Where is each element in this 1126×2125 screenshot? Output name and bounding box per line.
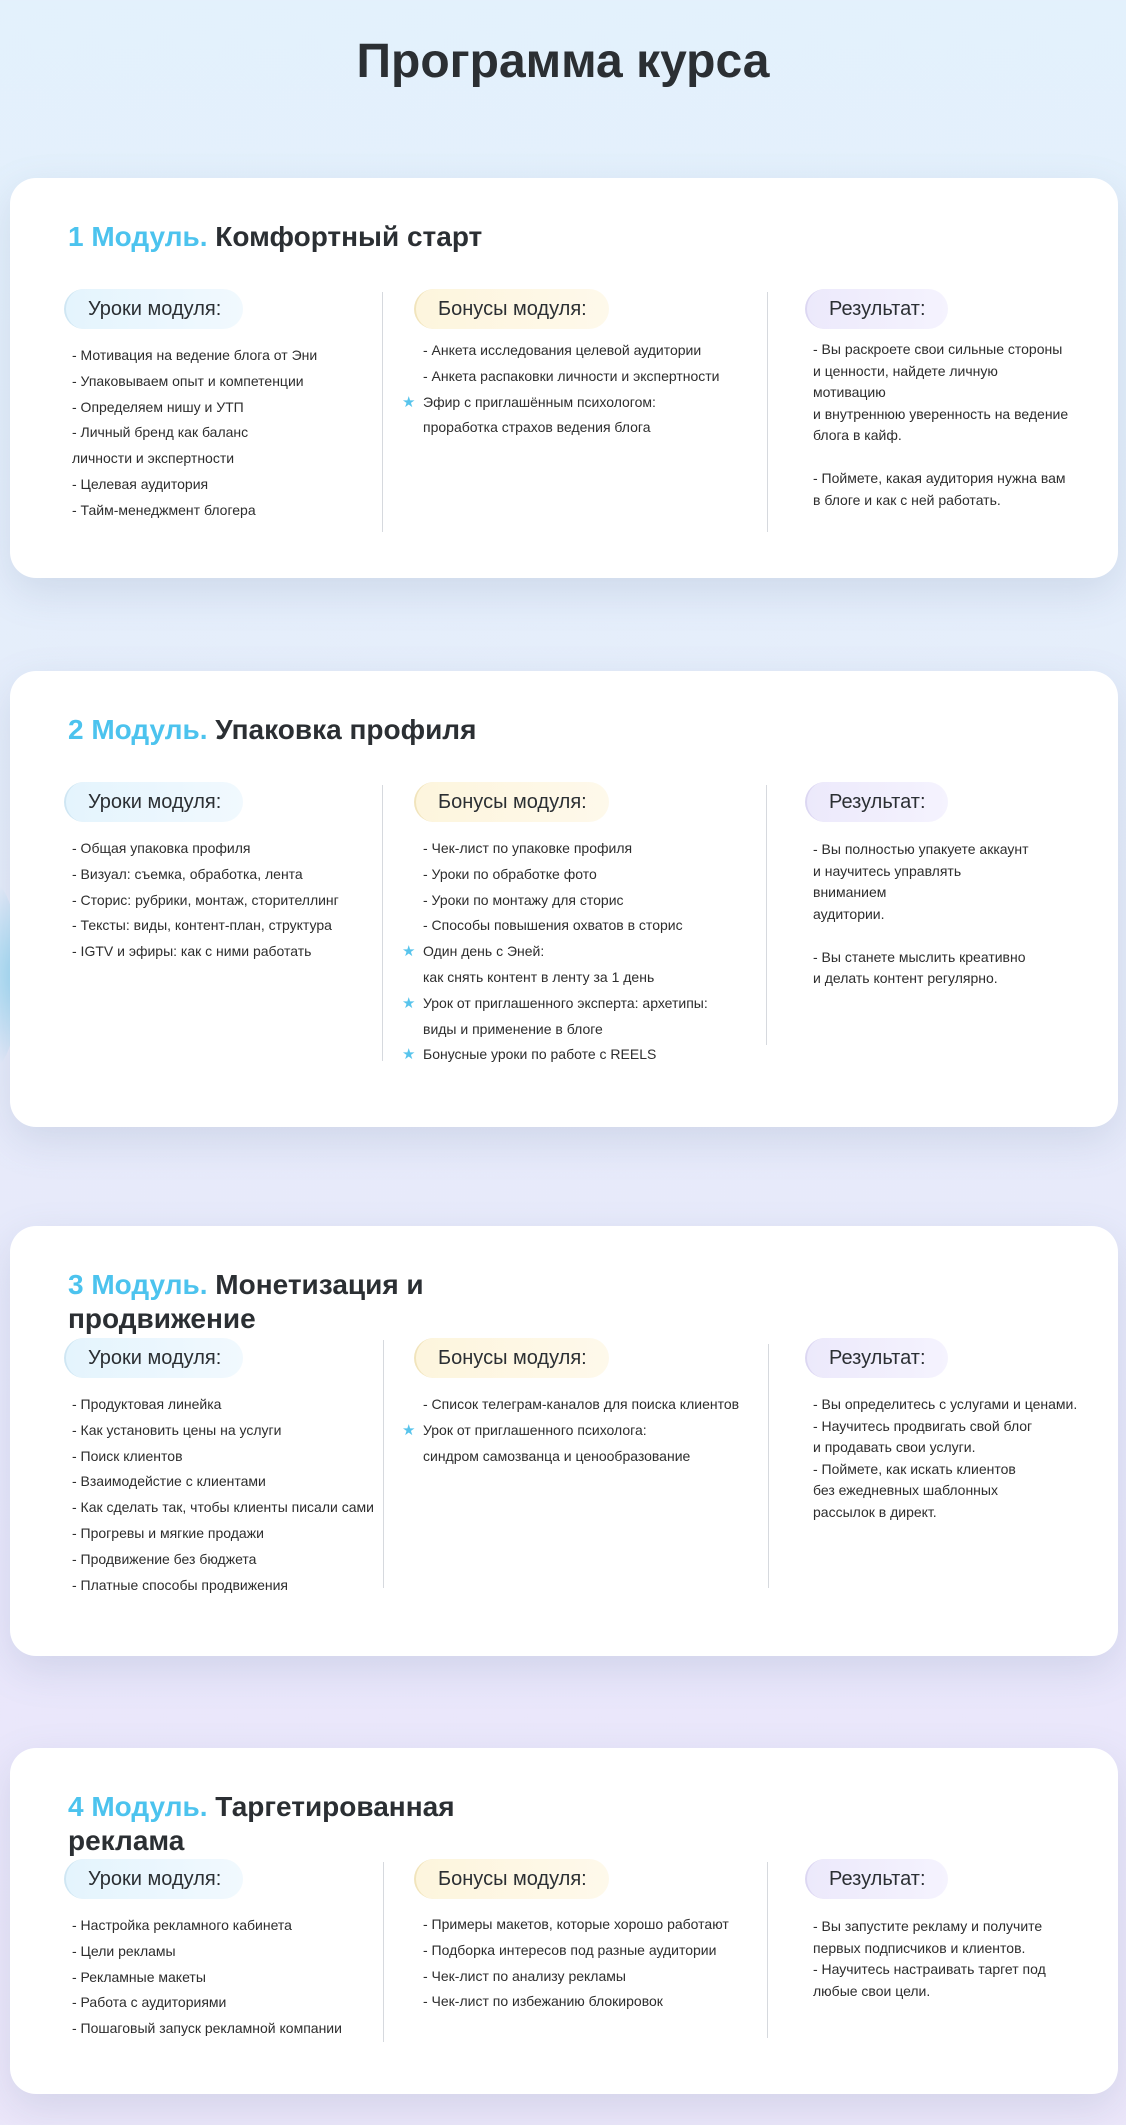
column-divider	[382, 292, 383, 532]
bonus-item: - Примеры макетов, которые хорошо работают	[423, 1916, 729, 1932]
lesson-item: личности и экспертности	[72, 450, 235, 467]
bonus-item: как снять контент в ленту за 1 день	[423, 968, 655, 985]
bonus-item: - Способы повышения охватов в сторис	[423, 917, 683, 934]
module-number: 2 Модуль.	[68, 714, 208, 745]
bonus-item: ★ Один день с Эней:	[423, 939, 763, 965]
bonuses-list	[402, 1392, 763, 1469]
star-icon: ★	[402, 994, 416, 1012]
bonus-item: - Уроки по монтажу для сторис	[423, 891, 624, 908]
lesson-item: - Как сделать так, чтобы клиенты писали сами	[72, 1499, 374, 1516]
bonus-item: ★ Бонусные уроки по работе с REELS	[423, 1042, 763, 1068]
bonuses-list	[402, 836, 763, 1068]
bonus-item: - Список телеграм-каналов для поиска клиентов	[423, 1396, 740, 1412]
lesson-item: - Сторис: рубрики, монтаж, сторителлинг	[72, 891, 339, 908]
lessons-list	[72, 1913, 372, 2042]
module-name: Комфортный старт	[215, 221, 483, 252]
result-text: - Вы определитесь с услугами и ценами. - Научитесь продвигать свой блог и продавать свои услуги. - Поймете, как искать клиентов без ежедневных шаблонных рассылок в директ.	[813, 1396, 1078, 1520]
lesson-item: - Тайм-менеджмент блогера	[72, 501, 256, 518]
bonus-item: - Анкета исследования целевой аудитории	[423, 342, 702, 358]
lesson-item: - IGTV и эфиры: как с ними работать	[72, 943, 312, 960]
column-divider	[766, 785, 767, 1045]
module-title	[68, 1790, 488, 1858]
module-number: 3 Модуль.	[68, 1269, 208, 1300]
lesson-item: - Общая упаковка профиля	[72, 840, 251, 856]
lesson-item: - Как установить цены на услуги	[72, 1421, 282, 1438]
lesson-item: - Упаковываем опыт и компетенции	[72, 372, 304, 389]
lesson-item: - Цели рекламы	[72, 1942, 176, 1959]
result-text: - Вы запустите рекламу и получите первых подписчиков и клиентов. - Научитесь настраивать таргет под любые свои цели.	[813, 1918, 1046, 1999]
module-card-4	[10, 1748, 1118, 2094]
bonus-item: - Анкета распаковки личности и экспертности	[423, 367, 720, 384]
bonuses-label: Бонусы модуля:	[414, 1859, 609, 1899]
lessons-list	[72, 1392, 392, 1598]
module-name: Упаковка профиля	[215, 714, 477, 745]
bonuses-list	[423, 1912, 763, 2015]
lesson-item: - Тексты: виды, контент-план, структура	[72, 917, 332, 934]
module-number: 4 Модуль.	[68, 1791, 208, 1822]
lesson-item: - Взаимодейстие с клиентами	[72, 1473, 266, 1490]
module-name: Монетизация и продвижение	[68, 1269, 424, 1334]
result-text: - Вы раскроете свои сильные стороны и ценности, найдете личную мотивацию и внутреннюю уверенность на ведение блога в кайф. - Поймете, какая аудитория нужна вам в блоге и как с ней работать.	[813, 341, 1069, 508]
lesson-item: - Работа с аудиториями	[72, 1994, 227, 2011]
bonuses-label: Бонусы модуля:	[414, 782, 609, 822]
result-label: Результат:	[805, 289, 948, 329]
column-divider	[767, 292, 768, 532]
column-divider	[768, 1344, 769, 1588]
module-name: Таргетированная реклама	[68, 1791, 455, 1856]
module-card-3	[10, 1226, 1118, 1656]
bonus-item: ★ Урок от приглашенного психолога:	[423, 1418, 763, 1444]
lessons-label: Уроки модуля:	[64, 1338, 243, 1378]
lesson-item: - Платные способы продвижения	[72, 1576, 288, 1593]
star-icon: ★	[402, 943, 416, 961]
lesson-item: - Целевая аудитория	[72, 475, 209, 492]
bonus-item: - Чек-лист по упаковке профиля	[423, 840, 633, 856]
lesson-item: - Определяем нишу и УТП	[72, 398, 244, 415]
lessons-list	[72, 343, 372, 524]
bonus-item: ★ Эфир с приглашённым психологом:	[423, 390, 763, 416]
lesson-item: - Поиск клиентов	[72, 1447, 183, 1464]
lesson-item: - Личный бренд как баланс	[72, 424, 249, 441]
result-text: - Вы полностью упакуете аккаунт и научитесь управлять вниманием аудитории. - Вы станете мыслить креативно и делать контент регулярно.	[813, 841, 1029, 986]
lessons-list	[72, 836, 372, 965]
lesson-item: - Рекламные макеты	[72, 1968, 206, 1985]
bonus-item: виды и применение в блоге	[423, 1020, 603, 1037]
bonus-item: ★ Урок от приглашенного эксперта: архетипы:	[423, 991, 763, 1017]
bonus-item: - Чек-лист по анализу рекламы	[423, 1967, 626, 1984]
result-label: Результат:	[805, 1859, 948, 1899]
lesson-item: - Визуал: съемка, обработка, лента	[72, 865, 303, 882]
star-icon: ★	[402, 1421, 416, 1439]
bonuses-label: Бонусы модуля:	[414, 289, 609, 329]
lesson-item: - Продвижение без бюджета	[72, 1550, 257, 1567]
star-icon: ★	[402, 393, 416, 411]
module-title	[68, 1268, 488, 1336]
bonus-item: синдром самозванца и ценообразование	[423, 1447, 691, 1464]
module-title	[68, 220, 488, 254]
bonus-item: проработка страхов ведения блога	[423, 419, 651, 436]
lesson-item: - Пошаговый запуск рекламной компании	[72, 2020, 342, 2037]
lessons-label: Уроки модуля:	[64, 782, 243, 822]
module-card-2	[10, 671, 1118, 1127]
module-title	[68, 713, 488, 747]
column-divider	[383, 1862, 384, 2042]
column-divider	[767, 1862, 768, 2038]
lesson-item: - Продуктовая линейка	[72, 1396, 222, 1412]
lessons-label: Уроки модуля:	[64, 1859, 243, 1899]
column-divider	[383, 1340, 384, 1588]
lesson-item: - Прогревы и мягкие продажи	[72, 1524, 264, 1541]
bonus-item: - Подборка интересов под разные аудитории	[423, 1941, 717, 1958]
bonus-item: - Уроки по обработке фото	[423, 865, 597, 882]
lesson-item: - Мотивация на ведение блога от Эни	[72, 347, 318, 363]
column-divider	[382, 785, 383, 1061]
result-label: Результат:	[805, 1338, 948, 1378]
star-icon: ★	[402, 1046, 416, 1064]
bonus-item: - Чек-лист по избежанию блокировок	[423, 1993, 663, 2010]
module-card-1	[10, 178, 1118, 578]
page-title: Программа курса	[356, 35, 770, 88]
lessons-label: Уроки модуля:	[64, 289, 243, 329]
result-label: Результат:	[805, 782, 948, 822]
bonuses-list	[402, 338, 763, 441]
lesson-item: - Настройка рекламного кабинета	[72, 1917, 292, 1933]
module-number: 1 Модуль.	[68, 221, 208, 252]
bonuses-label: Бонусы модуля:	[414, 1338, 609, 1378]
